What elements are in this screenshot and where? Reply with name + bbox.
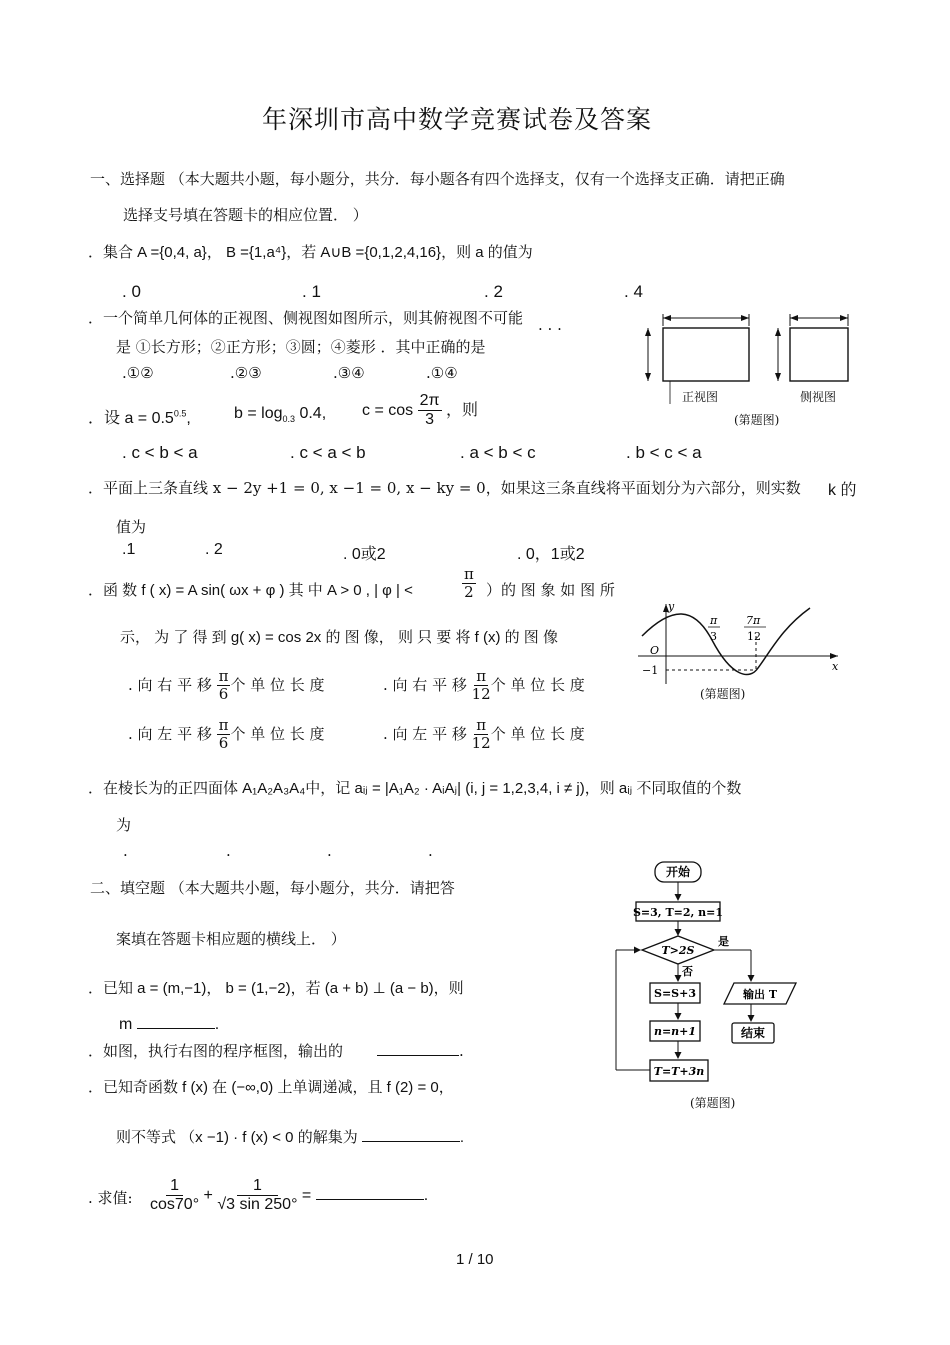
q1-option-a: . 0 [122,282,141,301]
q2-option-a: .①② [122,364,154,382]
side-view-rect [790,328,848,381]
q9-line1: ．已知奇函数 f (x) 在 (−∞,0) 上单调递减，且 f (2) = 0， [88,1079,454,1096]
q1-text: ．集合 A ={0,4, a}， B ={1,a⁴}，若 A∪B ={0,1,2,4,16}，则 a 的值为 [88,244,533,261]
q10-expression: $\frac{1}{\cos 70^\circ}$ + $\frac{1}{√3 \sin 250^\circ}$ = . [150,1177,429,1214]
svg-text:否: 否 [682,965,693,978]
q5-pi-over-2: $\frac{\pi}{2}$ [464,565,474,602]
q7-answer-line: m . [119,1016,220,1033]
flowchart [606,856,806,1096]
q6-line2: 为 [116,816,132,834]
q5-line1b: ）的 图 象 如 图 所 [486,581,615,599]
page-title: 年深圳市高中数学竞赛试卷及答案 [262,105,653,134]
q3-b-expr: $b = \log_{0.3} 0.4$, [234,405,327,425]
svg-text:T=T+3n: T=T+3n [653,1065,705,1078]
q1-option-b: . 1 [302,282,321,301]
three-label: 3 [710,630,717,643]
svg-text:n=n+1: n=n+1 [653,1025,697,1038]
q7-line1: ．已知 a = (m,−1)， b = (1,−2)，若 (a + b) ⊥ (a − b)，则 [88,980,464,997]
origin-label: O [650,644,660,657]
q3-a-expr: ．设 $a = 0.5^{0.5}$, [88,408,191,427]
side-view-label: 侧视图 [800,390,837,404]
y-axis-label: y [668,600,675,613]
q10-blank [316,1199,424,1200]
q8-text: ．如图，执行右图的程序框图，输出的 . [88,1042,464,1060]
q3-option-b: . c < a < b [290,443,366,462]
svg-text:结束: 结束 [740,1026,766,1040]
section1-heading-cont: 选择支号填在答题卡的相应位置． ） [123,206,368,224]
q5-line2: 示， 为 了 得 到 g( x) = cos 2x 的 图 像， 则 只 要 将 f (x) 的 图 像 [120,629,558,646]
q2-option-b: .②③ [230,364,262,382]
q4-line1: ．平面上三条直线 x − 2y +1 = 0, x −1 = 0, x − ky = 0，如果这三条直线将平面划分为六部分，则实数 [88,479,801,497]
q4-k: k 的 [828,482,857,499]
q5-option-d: . 向 左 平 移 $\frac{\pi}{12}$ 个 单 位 长 度 [383,716,585,753]
q9-blank [362,1141,460,1142]
q5-option-c: . 向 左 平 移 $\frac{\pi}{6}$ 个 单 位 长 度 [128,716,325,753]
q4-line2: 值为 [116,518,147,536]
q6-option-b: . [226,842,231,860]
q6-option-a: . [123,842,128,860]
front-view-rect [663,328,749,381]
q2-fig-caption: (第题图) [734,413,780,427]
flowchart-caption: (第题图) [690,1096,736,1110]
svg-text:输出 T: 输出 T [742,988,778,1001]
q2-option-d: .①④ [426,364,458,382]
front-view-label: 正视图 [682,390,719,404]
q2-line2: 是 ①长方形；②正方形；③圆；④菱形 ．其中正确的是 [116,338,486,356]
q5-line1a: ．函 数 f ( x) = A sin( ωx + φ ) 其 中 A > 0 , | φ | < [88,582,413,599]
q1-option-d: . 4 [624,282,643,301]
q5-fig-caption: (第题图) [700,687,746,701]
q3-c-expr: c = cos $\frac{2\pi}{3}$ ，则 [362,392,478,429]
section1-heading: 一、选择题 （本大题共小题，每小题分，共分．每小题各有四个选择支，仅有一个选择支正确．请把正确 [90,170,785,188]
q2-views-figure [630,306,870,426]
q5-sine-figure [632,598,848,688]
q4-option-c: . 0或2 [343,546,386,563]
svg-text:S=3, T=2, n=1: S=3, T=2, n=1 [632,906,724,919]
q10-prefix: . 求值: [88,1189,133,1207]
q3-option-d: . b < c < a [626,443,702,462]
svg-text:S=S+3: S=S+3 [654,987,696,1000]
svg-text:开始: 开始 [665,865,691,879]
q2-option-c: .③④ [333,364,365,382]
q1-option-c: . 2 [484,282,503,301]
q8-blank [377,1055,459,1056]
q3-option-a: . c < b < a [122,443,198,462]
section2-heading-cont: 案填在答题卡相应题的横线上． ） [116,930,346,948]
q7-blank [137,1028,215,1029]
twelve-label: 12 [747,630,761,643]
pi-label: π [710,614,718,627]
q2-dots: . . . [538,316,562,334]
q9-line2: 则不等式 （x −1) · f (x) < 0 的解集为 . [116,1129,465,1146]
x-axis-label: x [832,660,839,673]
minus-one-label: −1 [642,664,659,677]
page-number: 1 / 10 [456,1251,494,1268]
svg-text:T>2S: T>2S [661,944,695,957]
svg-text:是: 是 [718,935,729,948]
q4-option-d: . 0，1或2 [517,546,585,563]
q5-option-a: . 向 右 平 移 $\frac{\pi}{6}$ 个 单 位 长 度 [128,667,325,704]
q2-line1: ．一个简单几何体的正视图、侧视图如图所示，则其俯视图不可能 [88,309,524,327]
q4-option-a: .1 [122,541,136,558]
q5-option-b: . 向 右 平 移 $\frac{\pi}{12}$ 个 单 位 长 度 [383,667,585,704]
q6-option-d: . [428,842,433,860]
q4-option-b: . 2 [205,541,223,558]
seven-pi-label: 7π [746,614,761,627]
sine-curve [642,608,810,675]
q6-option-c: . [327,842,332,860]
q3-option-c: . a < b < c [460,443,536,462]
q6-line1: ．在棱长为的正四面体 A₁A₂A₃A₄中，记 aᵢⱼ = |A₁A₂ · AᵢAⱼ| (i, j = 1,2,3,4, i ≠ j)，则 aᵢⱼ 不同取值的个数 [88,780,742,797]
section2-heading: 二、填空题 （本大题共小题，每小题分，共分．请把答 [90,879,455,897]
